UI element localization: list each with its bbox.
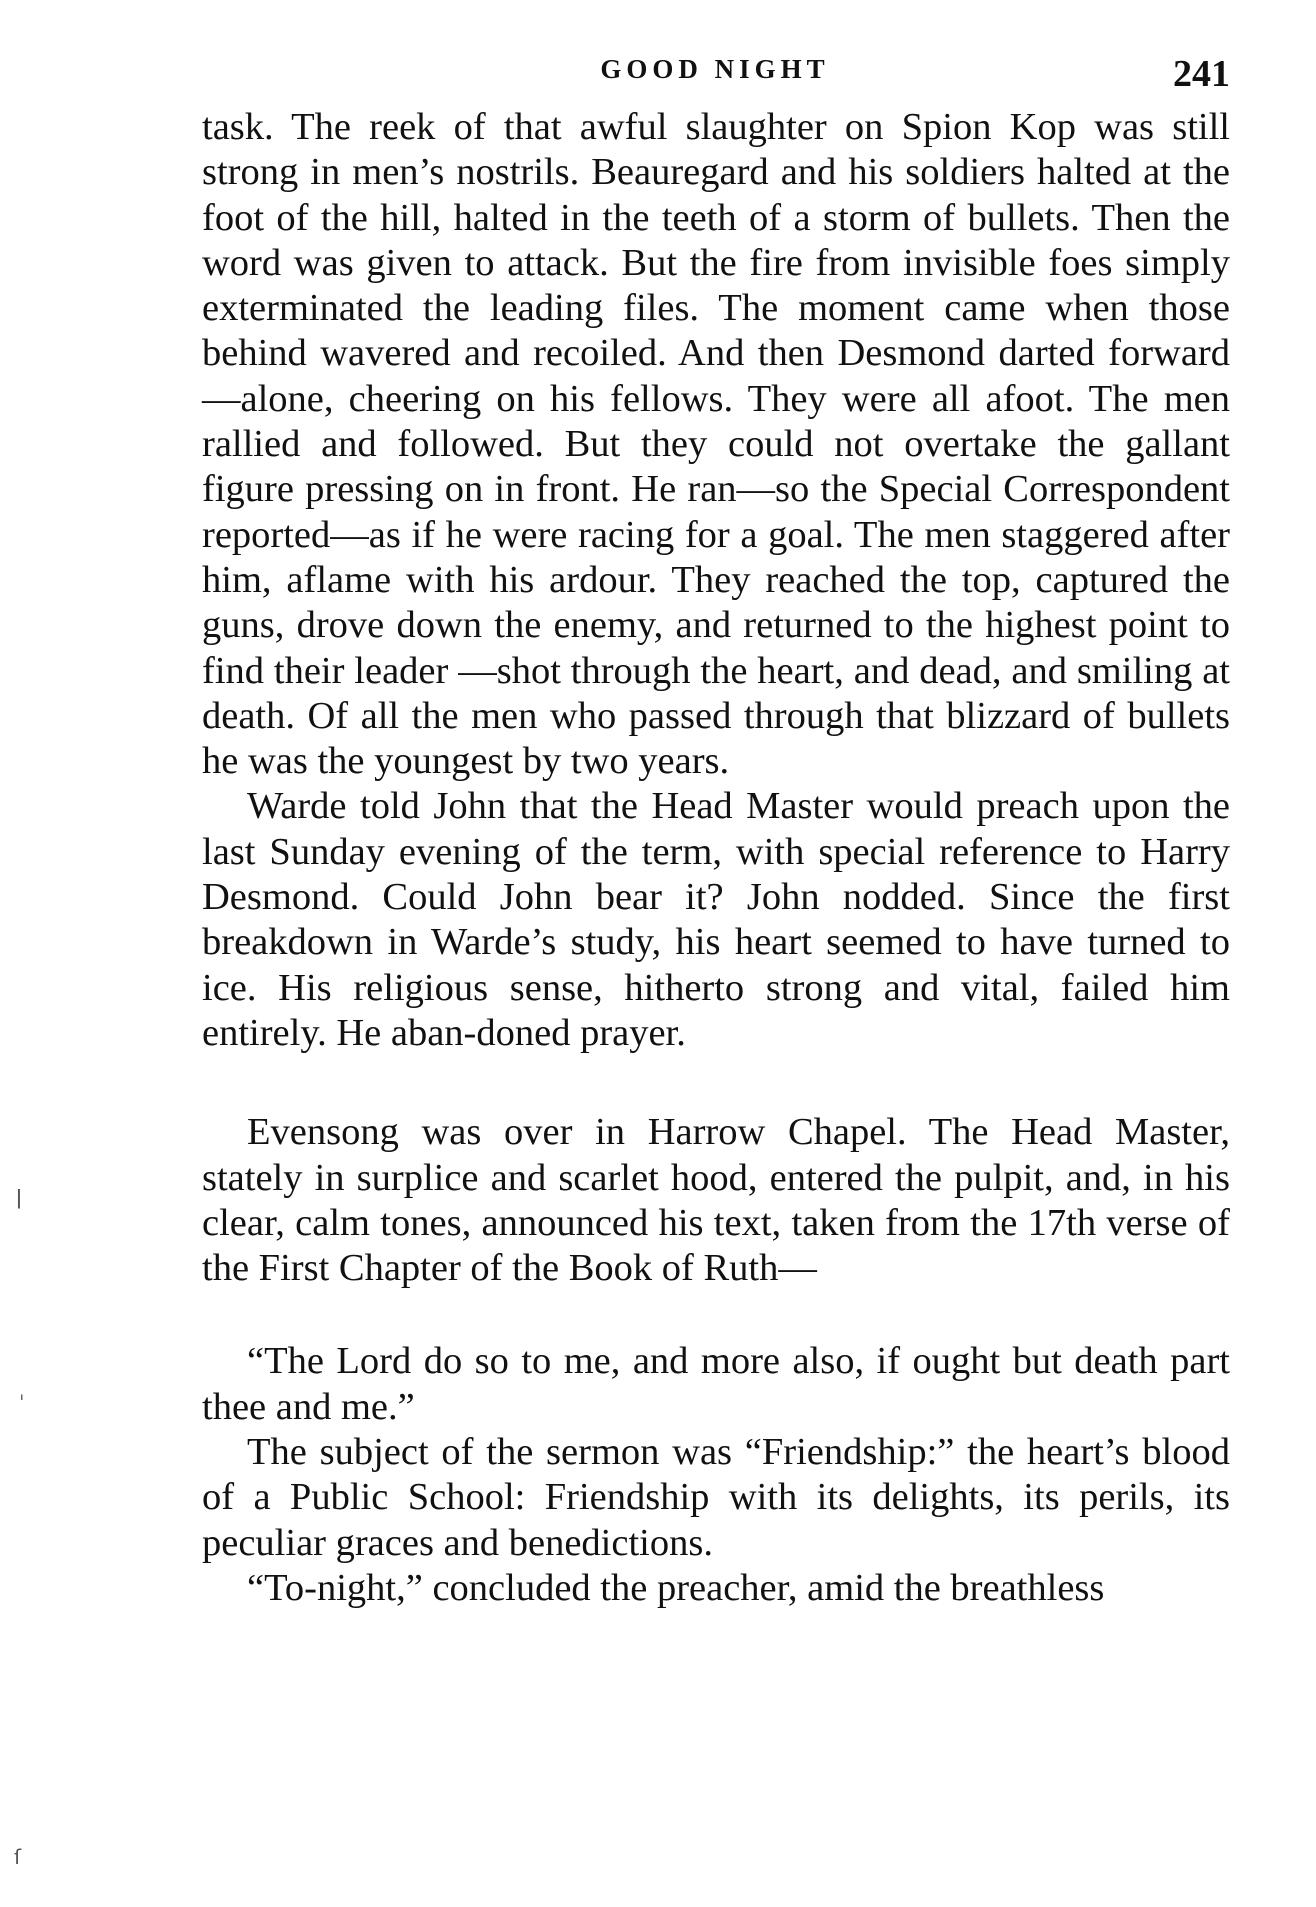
body-text bbox=[202, 105, 1230, 1611]
paragraph-sermon: The subject of the sermon was “Friendship:” the heart’s blood of a Public School: Friendship with its delights, its perils, its peculiar graces and benedictions. bbox=[202, 1431, 1230, 1564]
paragraph-quote: “The Lord do so to me, and more also, if ought but death part thee and me.” bbox=[202, 1340, 1230, 1428]
page-number: 241 bbox=[1173, 53, 1230, 95]
paragraph-continued: task. The reek of that awful slaughter on Spion Kop was still strong in men’s nostrils. Beauregard and his soldiers halted at the foot of the hill, halted in the teeth of a storm of bullets. Then the word was given to attack. But the fire from invisible foes simply exterminated the leading files. The moment came when those behind wavered and recoiled. And then Desmond darted forward—alone, cheering on his fellows. They were all afoot. The men rallied and followed. But they could not overtake the gallant figure pressing on in front. He ran—so the Special Correspondent reported—as if he were racing for a goal. The men staggered after him, aflame with his ardour. They reached the top, captured the guns, drove down the enemy, and returned to the highest point to find their leader —shot through the heart, and dead, and smiling at death. Of all the men who passed through that blizzard of bullets he was the youngest by two years. bbox=[202, 106, 1230, 783]
margin-speck: ǀ bbox=[16, 1185, 22, 1209]
paragraph-evensong: Evensong was over in Harrow Chapel. The Head Master, stately in surplice and scarlet hood, entered the pulpit, and, in his clear, calm tones, announced his text, taken from the 17th verse of the First Chapter of the Book of Ruth— bbox=[202, 1111, 1230, 1290]
margin-speck: ˌ bbox=[19, 1378, 25, 1402]
running-title: GOOD NIGHT bbox=[600, 54, 830, 84]
running-head bbox=[200, 52, 1230, 102]
paragraph-warde: Warde told John that the Head Master would preach upon the last Sunday evening of the term, with special reference to Harry Desmond. Could John bear it? John nodded. Since the first breakdown in Warde’s study, his heart seemed to have turned to ice. His religious sense, hitherto strong and vital, failed him entirely. He aban-doned prayer. bbox=[202, 785, 1230, 1054]
margin-speck: ſ bbox=[14, 1845, 22, 1869]
paragraph-preacher: “To-night,” concluded the preacher, amid the breathless bbox=[247, 1566, 1105, 1609]
